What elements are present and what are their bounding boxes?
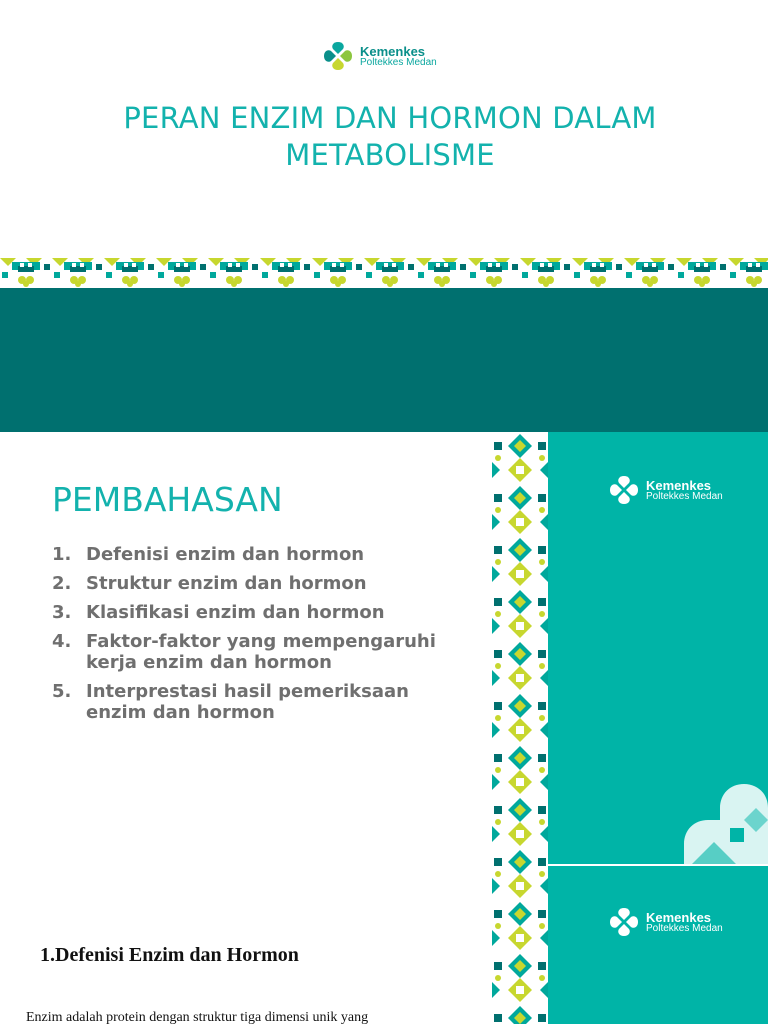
logo-subtitle: Poltekkes Medan (360, 56, 437, 68)
logo-subtitle: Poltekkes Medan (646, 922, 723, 934)
title-slide (0, 0, 768, 432)
toc-item-text: Struktur enzim dan hormon (86, 573, 367, 594)
kemenkes-logo-icon (606, 904, 642, 940)
toc-item-number: 4. (52, 631, 72, 652)
toc-item-text: Defenisi enzim dan hormon (86, 544, 365, 565)
toc-item-number: 5. (52, 681, 72, 702)
teal-band (0, 288, 768, 432)
batik-band-pattern (0, 258, 768, 288)
toc-item-number: 3. (52, 602, 72, 623)
logo-title: Kemenkes (646, 909, 712, 925)
logo-title: Kemenkes (646, 477, 712, 493)
toc-item-text: Interprestasi hasil pemeriksaan enzim dan hormon (86, 681, 409, 723)
toc-item-number: 2. (52, 573, 72, 594)
kemenkes-logo-icon (606, 472, 642, 508)
section-heading: 1.Defenisi Enzim dan Hormon (40, 944, 299, 966)
kemenkes-logo-icon (320, 38, 356, 74)
side-panel-teal-lower (548, 866, 768, 1024)
side-decoration-area (0, 432, 768, 1024)
presentation-title: PERAN ENZIM DAN HORMON DALAM METABOLISME (123, 101, 657, 172)
toc-item-text: Faktor-faktor yang mempengaruhi kerja enzim dan hormon (86, 631, 436, 673)
logo-subtitle: Poltekkes Medan (646, 490, 723, 502)
kemenkes-logo-light-lower (606, 904, 723, 940)
batik-vertical-pattern (492, 432, 548, 1024)
toc-heading: PEMBAHASAN (52, 480, 283, 519)
toc-item-text: Klasifikasi enzim dan hormon (86, 602, 385, 623)
corner-decoration (684, 784, 768, 864)
body-paragraph: Enzim adalah protein dengan struktur tiga dimensi unik yang (26, 1010, 369, 1024)
logo-title: Kemenkes (360, 43, 426, 59)
kemenkes-logo (320, 38, 437, 74)
toc-item-number: 1. (52, 544, 72, 565)
kemenkes-logo-light (606, 472, 723, 508)
